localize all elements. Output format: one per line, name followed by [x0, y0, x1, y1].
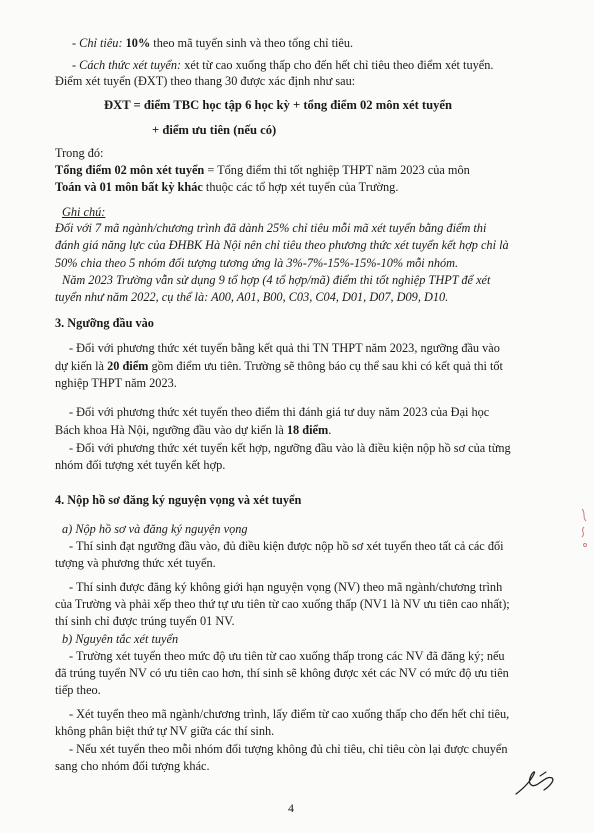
method-text: xét từ cao xuống thấp cho đến hết chỉ tiêu theo điểm xét tuyển.	[181, 58, 494, 72]
method-label: Cách thức xét tuyển:	[79, 58, 182, 72]
apply-line-3: - Thí sinh được đăng ký không giới hạn nguyện vọng (NV) theo mã ngành/chương trình	[69, 580, 503, 594]
total-score-line	[55, 163, 470, 178]
section-3-heading: 3. Ngưỡng đầu vào	[55, 316, 154, 330]
note-line-4: Năm 2023 Trường vẫn sử dụng 9 tổ hợp (4 tổ hợp/mã) điểm thi tốt nghiệp THPT để xét	[62, 273, 491, 287]
math-term: Toán và 01 môn bất kỳ khác	[55, 180, 203, 194]
threshold-line-7: nhóm đối tượng xét tuyển kết hợp.	[55, 458, 226, 472]
threshold-line-3: nghiệp THPT năm 2023.	[55, 376, 177, 390]
threshold-line-6: - Đối với phương thức xét tuyển kết hợp, ngưỡng đầu vào là điều kiện nộp hồ sơ của từng	[69, 441, 511, 455]
bullet: -	[72, 58, 80, 72]
quota-value: 10%	[125, 36, 151, 50]
apply-line-5: thí sinh chỉ được trúng tuyển 01 NV.	[55, 614, 235, 628]
formula-line-1: ĐXT = điểm TBC học tập 6 học kỳ + tổng điểm 02 môn xét tuyển	[104, 98, 452, 112]
threshold-text: Bách khoa Hà Nội, ngưỡng đầu vào dự kiến là	[55, 423, 287, 437]
threshold-text-2: gồm điểm ưu tiên. Trường sẽ thông báo cụ thể sau khi có kết quả thi tốt	[148, 359, 503, 373]
threshold-line-5	[55, 423, 331, 438]
method-line	[72, 58, 493, 73]
subsection-a-heading: a) Nộp hồ sơ và đăng ký nguyện vọng	[62, 522, 248, 536]
quota-line	[72, 36, 353, 51]
subsection-b-heading: b) Nguyên tắc xét tuyển	[62, 632, 179, 646]
total-score-term: Tổng điểm 02 môn xét tuyển	[55, 163, 205, 177]
stamp-edge-mark	[578, 505, 592, 555]
principle-line-1: - Trường xét tuyển theo mức độ ưu tiên từ cao xuống thấp trong các NV đã đăng ký; nếu	[69, 649, 505, 663]
principle-line-5: không phân biệt thứ tự NV giữa các thí sinh.	[55, 724, 275, 738]
note-heading: Ghi chú:	[62, 205, 106, 219]
signature-mark	[512, 766, 562, 800]
math-text: thuộc các tổ hợp xét tuyển của Trường.	[202, 180, 399, 194]
note-line-1: Đối với 7 mã ngành/chương trình đã dành 25% chỉ tiêu mỗi mã xét tuyển bằng điểm thi	[55, 221, 487, 235]
threshold-text: dự kiến là	[55, 359, 108, 373]
bullet: -	[72, 36, 80, 50]
note-line-2: đánh giá năng lực của ĐHBK Hà Nội nên chỉ tiêu theo phương thức xét tuyển kết hợp chỉ là	[55, 238, 509, 252]
principle-line-3: tiếp theo.	[55, 683, 101, 697]
threshold-line-1: - Đối với phương thức xét tuyển bằng kết quả thi TN THPT năm 2023, ngưỡng đầu vào	[69, 341, 500, 355]
total-score-text: = Tổng điểm thi tốt nghiệp THPT năm 2023 của môn	[204, 163, 470, 177]
apply-line-2: tượng và phương thức xét tuyển.	[55, 556, 216, 570]
score-definition-line: Điểm xét tuyển (ĐXT) theo thang 30 được xác định như sau:	[55, 74, 356, 88]
note-line-5: tuyển như năm 2022, cụ thể là: A00, A01, B00, C03, C04, D01, D07, D09, D10.	[55, 290, 449, 304]
principle-line-4: - Xét tuyển theo mã ngành/chương trình, lấy điểm từ cao xuống thấp cho đến hết chỉ tiêu,	[69, 707, 510, 721]
principle-line-6: - Nếu xét tuyển theo mỗi nhóm đối tượng không đủ chỉ tiêu, chỉ tiêu còn lại được chuyển	[69, 742, 508, 756]
threshold-text-2: .	[328, 423, 332, 437]
apply-line-4: của Trường và phải xếp theo thứ tự ưu tiên từ cao xuống thấp (NV1 là NV ưu tiên cao nhất);	[55, 597, 510, 611]
where-label: Trong đó:	[55, 146, 104, 160]
quota-label: Chỉ tiêu:	[79, 36, 123, 50]
page-number: 4	[288, 801, 294, 815]
quota-text: theo mã tuyển sinh và theo tổng chỉ tiêu.	[150, 36, 354, 50]
apply-line-1: - Thí sinh đạt ngưỡng đầu vào, đủ điều kiện được nộp hồ sơ xét tuyển theo tất cả các đối	[69, 539, 504, 553]
math-line	[55, 180, 398, 195]
section-4-heading: 4. Nộp hồ sơ đăng ký nguyện vọng và xét tuyển	[55, 493, 302, 507]
formula-line-2: + điểm ưu tiên (nếu có)	[152, 123, 277, 137]
threshold-line-4: - Đối với phương thức xét tuyển theo điểm thi đánh giá tư duy năm 2023 của Đại học	[69, 405, 490, 419]
principle-line-2: đã trúng tuyển NV có ưu tiên cao hơn, thí sinh sẽ không được xét các NV có mức độ ưu tiên	[55, 666, 509, 680]
note-line-3: 50% chia theo 5 nhóm đối tượng tương ứng là 3%-7%-15%-15%-10% mỗi nhóm.	[55, 256, 459, 270]
threshold-line-2	[55, 359, 503, 374]
threshold-score: 20 điểm	[107, 359, 149, 373]
threshold-score: 18 điểm	[286, 423, 329, 437]
principle-line-7: sang cho nhóm đối tượng khác.	[55, 759, 210, 773]
